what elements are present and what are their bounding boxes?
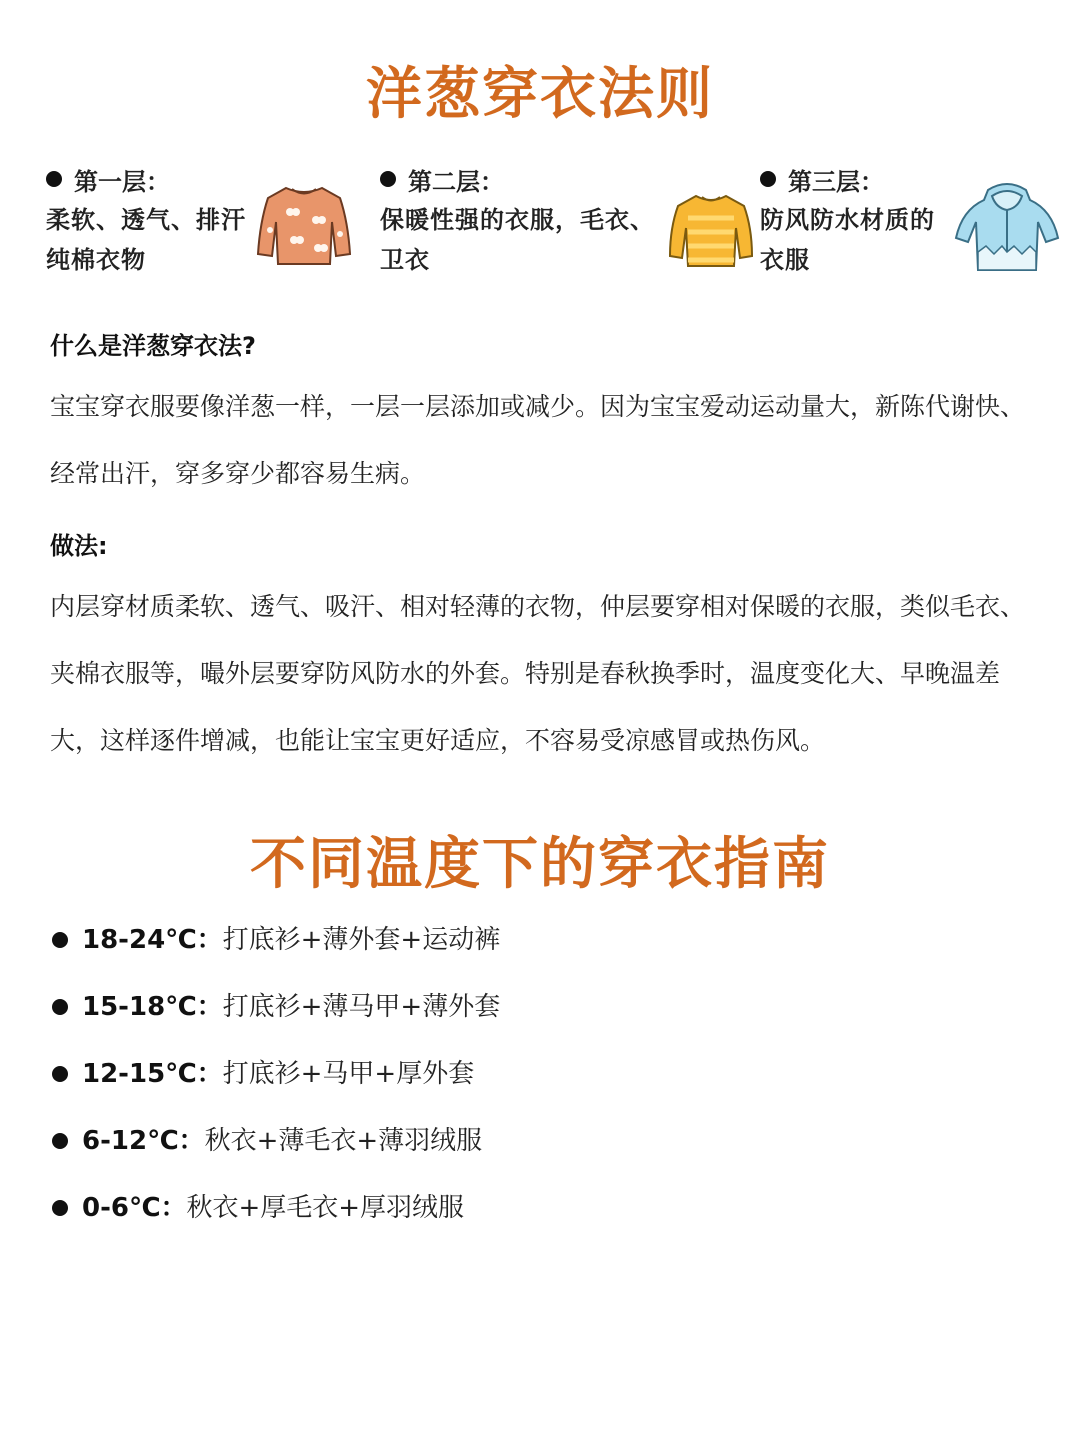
outfit: 秋衣+厚毛衣+厚羽绒服 <box>186 1193 465 1223</box>
list-item <box>52 985 500 1052</box>
temperature-range: 6-12℃： <box>82 1126 205 1156</box>
layer-1 <box>46 162 246 280</box>
bullet-icon <box>760 171 776 187</box>
layer-description: 柔软、透气、排汗 纯棉衣物 <box>46 205 246 274</box>
layer-heading: 第二层： <box>408 166 504 196</box>
blue-hooded-jacket-icon <box>952 182 1062 274</box>
method-paragraph: 内层穿材质柔软、透气、吸汗、相对轻薄的衣物，仲层要穿相对保暖的衣服，类似毛衣、夹棉衣服等，嘬外层要穿防风防水的外套。特别是春秋换季时，温度变化大、早晚温差大，这样逐件增减，也能让宝宝更好适应，不容易受凉感冒或热伤风。 <box>50 592 1026 755</box>
outfit: 打底衫+薄外套+运动裤 <box>222 925 501 955</box>
bullet-icon <box>52 1066 68 1082</box>
temperature-guide-list <box>52 918 500 1253</box>
list-item <box>52 1186 500 1253</box>
layer-heading: 第三层： <box>788 166 884 196</box>
guide-title: 不同温度下的穿衣指南 <box>250 832 830 897</box>
list-item <box>52 1119 500 1186</box>
layer-heading: 第一层： <box>74 166 170 196</box>
peach-sweater-icon <box>256 182 352 268</box>
yellow-striped-sweater-icon <box>668 192 754 270</box>
question-heading: 什么是洋葱穿衣法? <box>50 332 256 360</box>
temperature-range: 12-15℃： <box>82 1059 223 1089</box>
outfit: 秋衣+薄毛衣+薄羽绒服 <box>204 1126 483 1156</box>
bullet-icon <box>46 171 62 187</box>
list-item <box>52 1052 500 1119</box>
answer-paragraph: 宝宝穿衣服要像洋葱一样，一层一层添加或减少。因为宝宝爱动运动量大，新陈代谢快、经常出汗，穿多穿少都容易生病。 <box>50 392 1026 488</box>
outfit: 打底衫+薄马甲+薄外套 <box>222 992 501 1022</box>
bullet-icon <box>52 999 68 1015</box>
temperature-range: 15-18℃： <box>82 992 223 1022</box>
bullet-icon <box>380 171 396 187</box>
temperature-range: 18-24℃： <box>82 925 223 955</box>
list-item <box>52 918 500 985</box>
bullet-icon <box>52 932 68 948</box>
layer-description: 防风防水材质的 衣服 <box>760 205 935 274</box>
layer-description: 保暖性强的衣服，毛衣、 卫衣 <box>380 205 655 274</box>
layer-3 <box>760 162 935 280</box>
main-title: 洋葱穿衣法则 <box>366 62 714 127</box>
bullet-icon <box>52 1200 68 1216</box>
outfit: 打底衫+马甲+厚外套 <box>222 1059 475 1089</box>
layer-2 <box>380 162 655 280</box>
temperature-range: 0-6℃： <box>82 1193 187 1223</box>
bullet-icon <box>52 1133 68 1149</box>
method-heading: 做法: <box>50 532 108 560</box>
